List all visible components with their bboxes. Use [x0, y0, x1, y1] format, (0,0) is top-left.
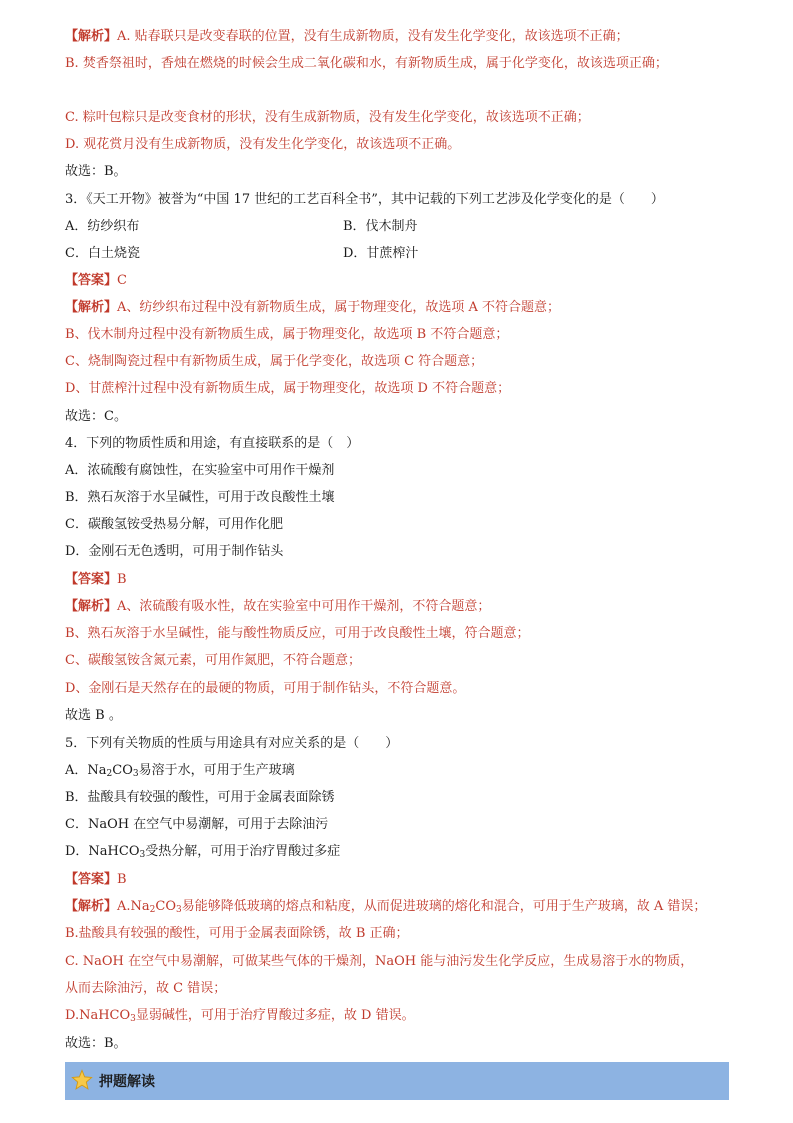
option-b: B．盐酸具有较强的酸性，可用于金属表面除锈	[65, 790, 335, 805]
section-title: 押题解读	[99, 1074, 155, 1090]
answer-line	[65, 571, 127, 589]
star-icon	[71, 1069, 93, 1091]
analysis-line	[65, 898, 706, 919]
subscript: 3	[176, 905, 182, 915]
answer-tag: 【答案】	[65, 872, 118, 887]
option-d: D．金刚石无色透明，可用于制作钻头	[65, 544, 284, 559]
option-a-text: A．Na	[65, 763, 107, 778]
question-stem: 4．下列的物质性质和用途，有直接联系的是（ ）	[65, 436, 360, 451]
option-d: D．甘蔗榨汁	[343, 246, 419, 261]
answer-line	[65, 871, 127, 889]
analysis-tag: 【解析】	[65, 300, 118, 315]
option-a: A．浓硫酸有腐蚀性，在实验室中可用作干燥剂	[65, 463, 335, 478]
analysis-text: A、浓硫酸有吸水性，故在实验室中可用作干燥剂，不符合题意；	[117, 599, 491, 614]
option-a	[65, 762, 295, 783]
option-a: A．纺纱织布	[65, 219, 140, 234]
choice-line: 故选：C。	[65, 409, 127, 424]
analysis-tag: 【解析】	[65, 599, 118, 614]
analysis-line: D、金刚石是天然存在的最硬的物质，可用于制作钻头，不符合题意。	[65, 681, 466, 696]
answer-value: C	[117, 273, 127, 288]
analysis-text: A. 贴春联只是改变春联的位置，没有生成新物质，没有发生化学变化，故该选项不正确；	[117, 29, 629, 44]
analysis-line: C. 粽叶包粽只是改变食材的形状，没有生成新物质，没有发生化学变化，故该选项不正确；	[65, 110, 590, 125]
question-stem: 5．下列有关物质的性质与用途具有对应关系的是（ ）	[65, 736, 399, 751]
analysis-text: A、纺纱织布过程中没有新物质生成，属于物理变化，故选项 A 不符合题意；	[117, 300, 561, 315]
option-d-text: D．NaHCO	[65, 844, 140, 859]
analysis-tag: 【解析】	[65, 29, 118, 44]
analysis-line	[65, 28, 629, 46]
option-b: B．伐木制舟	[343, 219, 418, 234]
analysis-line: D、甘蔗榨汁过程中没有新物质生成，属于物理变化，故选项 D 不符合题意；	[65, 381, 511, 396]
analysis-line: D. 观花赏月没有生成新物质，没有发生化学变化，故该选项不正确。	[65, 137, 461, 152]
analysis-line: B、熟石灰溶于水呈碱性，能与酸性物质反应，可用于改良酸性土壤，符合题意；	[65, 626, 530, 641]
section-banner	[65, 1062, 729, 1100]
choice-line: 故选 B 。	[65, 708, 122, 723]
option-d-text: 受热分解，可用于治疗胃酸过多症	[145, 844, 341, 859]
option-c: C．碳酸氢铵受热易分解，可用作化肥	[65, 517, 283, 532]
option-a-text: CO	[112, 763, 133, 778]
choice-line: 故选：B。	[65, 1036, 127, 1051]
analysis-text-part: CO	[155, 899, 177, 914]
analysis-tag: 【解析】	[65, 899, 118, 914]
subscript: 3	[132, 769, 139, 779]
analysis-line	[65, 299, 560, 317]
answer-tag: 【答案】	[65, 572, 118, 587]
analysis-line	[65, 1007, 415, 1028]
option-b: B．熟石灰溶于水呈碱性，可用于改良酸性土壤	[65, 490, 335, 505]
answer-value: B	[117, 872, 127, 887]
analysis-line: C、碳酸氢铵含氮元素，可用作氮肥，不符合题意；	[65, 653, 361, 668]
analysis-text-part: 显弱碱性，可用于治疗胃酸过多症，故 D 错误。	[135, 1008, 415, 1023]
subscript: 2	[106, 769, 113, 779]
analysis-text	[117, 899, 706, 914]
analysis-line: 从而去除油污，故 C 错误；	[65, 981, 227, 996]
analysis-text-part: 易能够降低玻璃的熔点和粘度，从而促进玻璃的熔化和混合，可用于生产玻璃，故 A 错误；	[181, 899, 707, 914]
answer-line	[65, 272, 127, 290]
subscript: 2	[149, 905, 156, 915]
analysis-line: B.盐酸具有较强的酸性，可用于金属表面除锈，故 B 正确；	[65, 926, 409, 941]
analysis-text-part: D.NaHCO	[65, 1008, 131, 1023]
analysis-text-part: A.Na	[117, 899, 150, 914]
option-c: C．NaOH 在空气中易潮解，可用于去除油污	[65, 817, 329, 832]
analysis-line: C. NaOH 在空气中易潮解，可做某些气体的干燥剂，NaOH 能与油污发生化学反应，生成易溶于水的物质，	[65, 954, 694, 969]
analysis-line: C、烧制陶瓷过程中有新物质生成，属于化学变化，故选项 C 符合题意；	[65, 354, 484, 369]
analysis-line: B、伐木制舟过程中没有新物质生成，属于物理变化，故选项 B 不符合题意；	[65, 327, 509, 342]
option-a-text: 易溶于水，可用于生产玻璃	[138, 763, 295, 778]
answer-value: B	[117, 572, 127, 587]
subscript: 3	[130, 1014, 136, 1024]
question-stem: 3．《天工开物》被誉为“中国 17 世纪的工艺百科全书”，其中记载的下列工艺涉及化学变化的是（ ）	[65, 192, 664, 207]
option-d	[65, 843, 340, 864]
subscript: 3	[139, 850, 146, 860]
answer-tag: 【答案】	[65, 273, 118, 288]
option-c: C．白土烧瓷	[65, 246, 140, 261]
analysis-line: B. 焚香祭祖时，香烛在燃烧的时候会生成二氧化碳和水，有新物质生成，属于化学变化，故该选项正确；	[65, 56, 668, 71]
analysis-line	[65, 598, 490, 616]
choice-line: 故选：B。	[65, 164, 127, 179]
